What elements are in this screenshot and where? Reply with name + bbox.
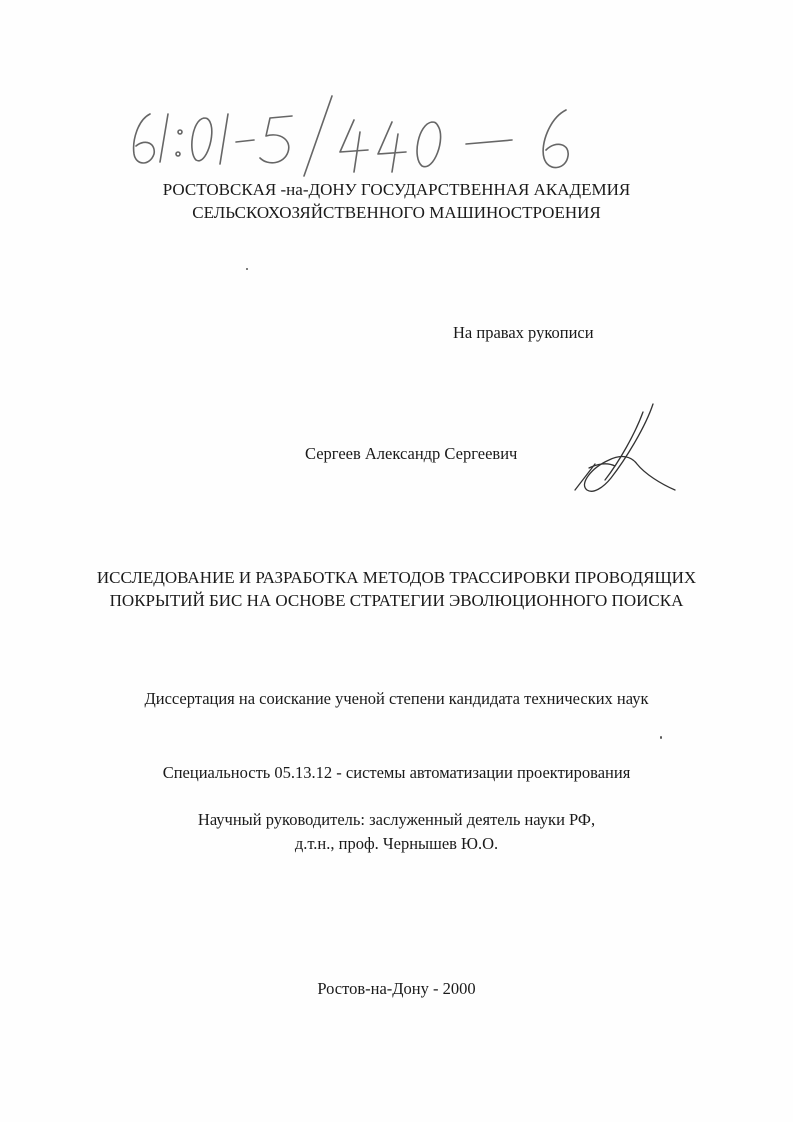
handwritten-signature [565,398,685,503]
author-name: Сергеев Александр Сергеевич [305,444,518,463]
dissertation-title-line-2: ПОКРЫТИЙ БИС НА ОСНОВЕ СТРАТЕГИИ ЭВОЛЮЦИОННОГО ПОИСКА [109,591,684,610]
supervisor-line-1: Научный руководитель: заслуженный деятель науки РФ, [197,810,596,829]
institution-line-1: РОСТОВСКАЯ -на-ДОНУ ГОСУДАРСТВЕННАЯ АКАДЕМИЯ [162,180,631,199]
institution-line-2: СЕЛЬСКОХОЗЯЙСТВЕННОГО МАШИНОСТРОЕНИЯ [192,203,601,222]
manuscript-note: На правах рукописи [453,323,594,342]
dissertation-title-line-1: ИССЛЕДОВАНИЕ И РАЗРАБОТКА МЕТОДОВ ТРАССИРОВКИ ПРОВОДЯЩИХ [96,568,697,587]
city-year: Ростов-на-Дону - 2000 [317,979,476,998]
scan-speck [660,736,662,739]
specialty: Специальность 05.13.12 - системы автоматизации проектирования [162,763,631,782]
supervisor-line-2: д.т.н., проф. Чернышев Ю.О. [294,834,499,853]
scan-speck [246,268,248,270]
handwritten-archive-code [120,92,590,182]
dissertation-type: Диссертация на соискание ученой степени кандидата технических наук [144,689,649,708]
